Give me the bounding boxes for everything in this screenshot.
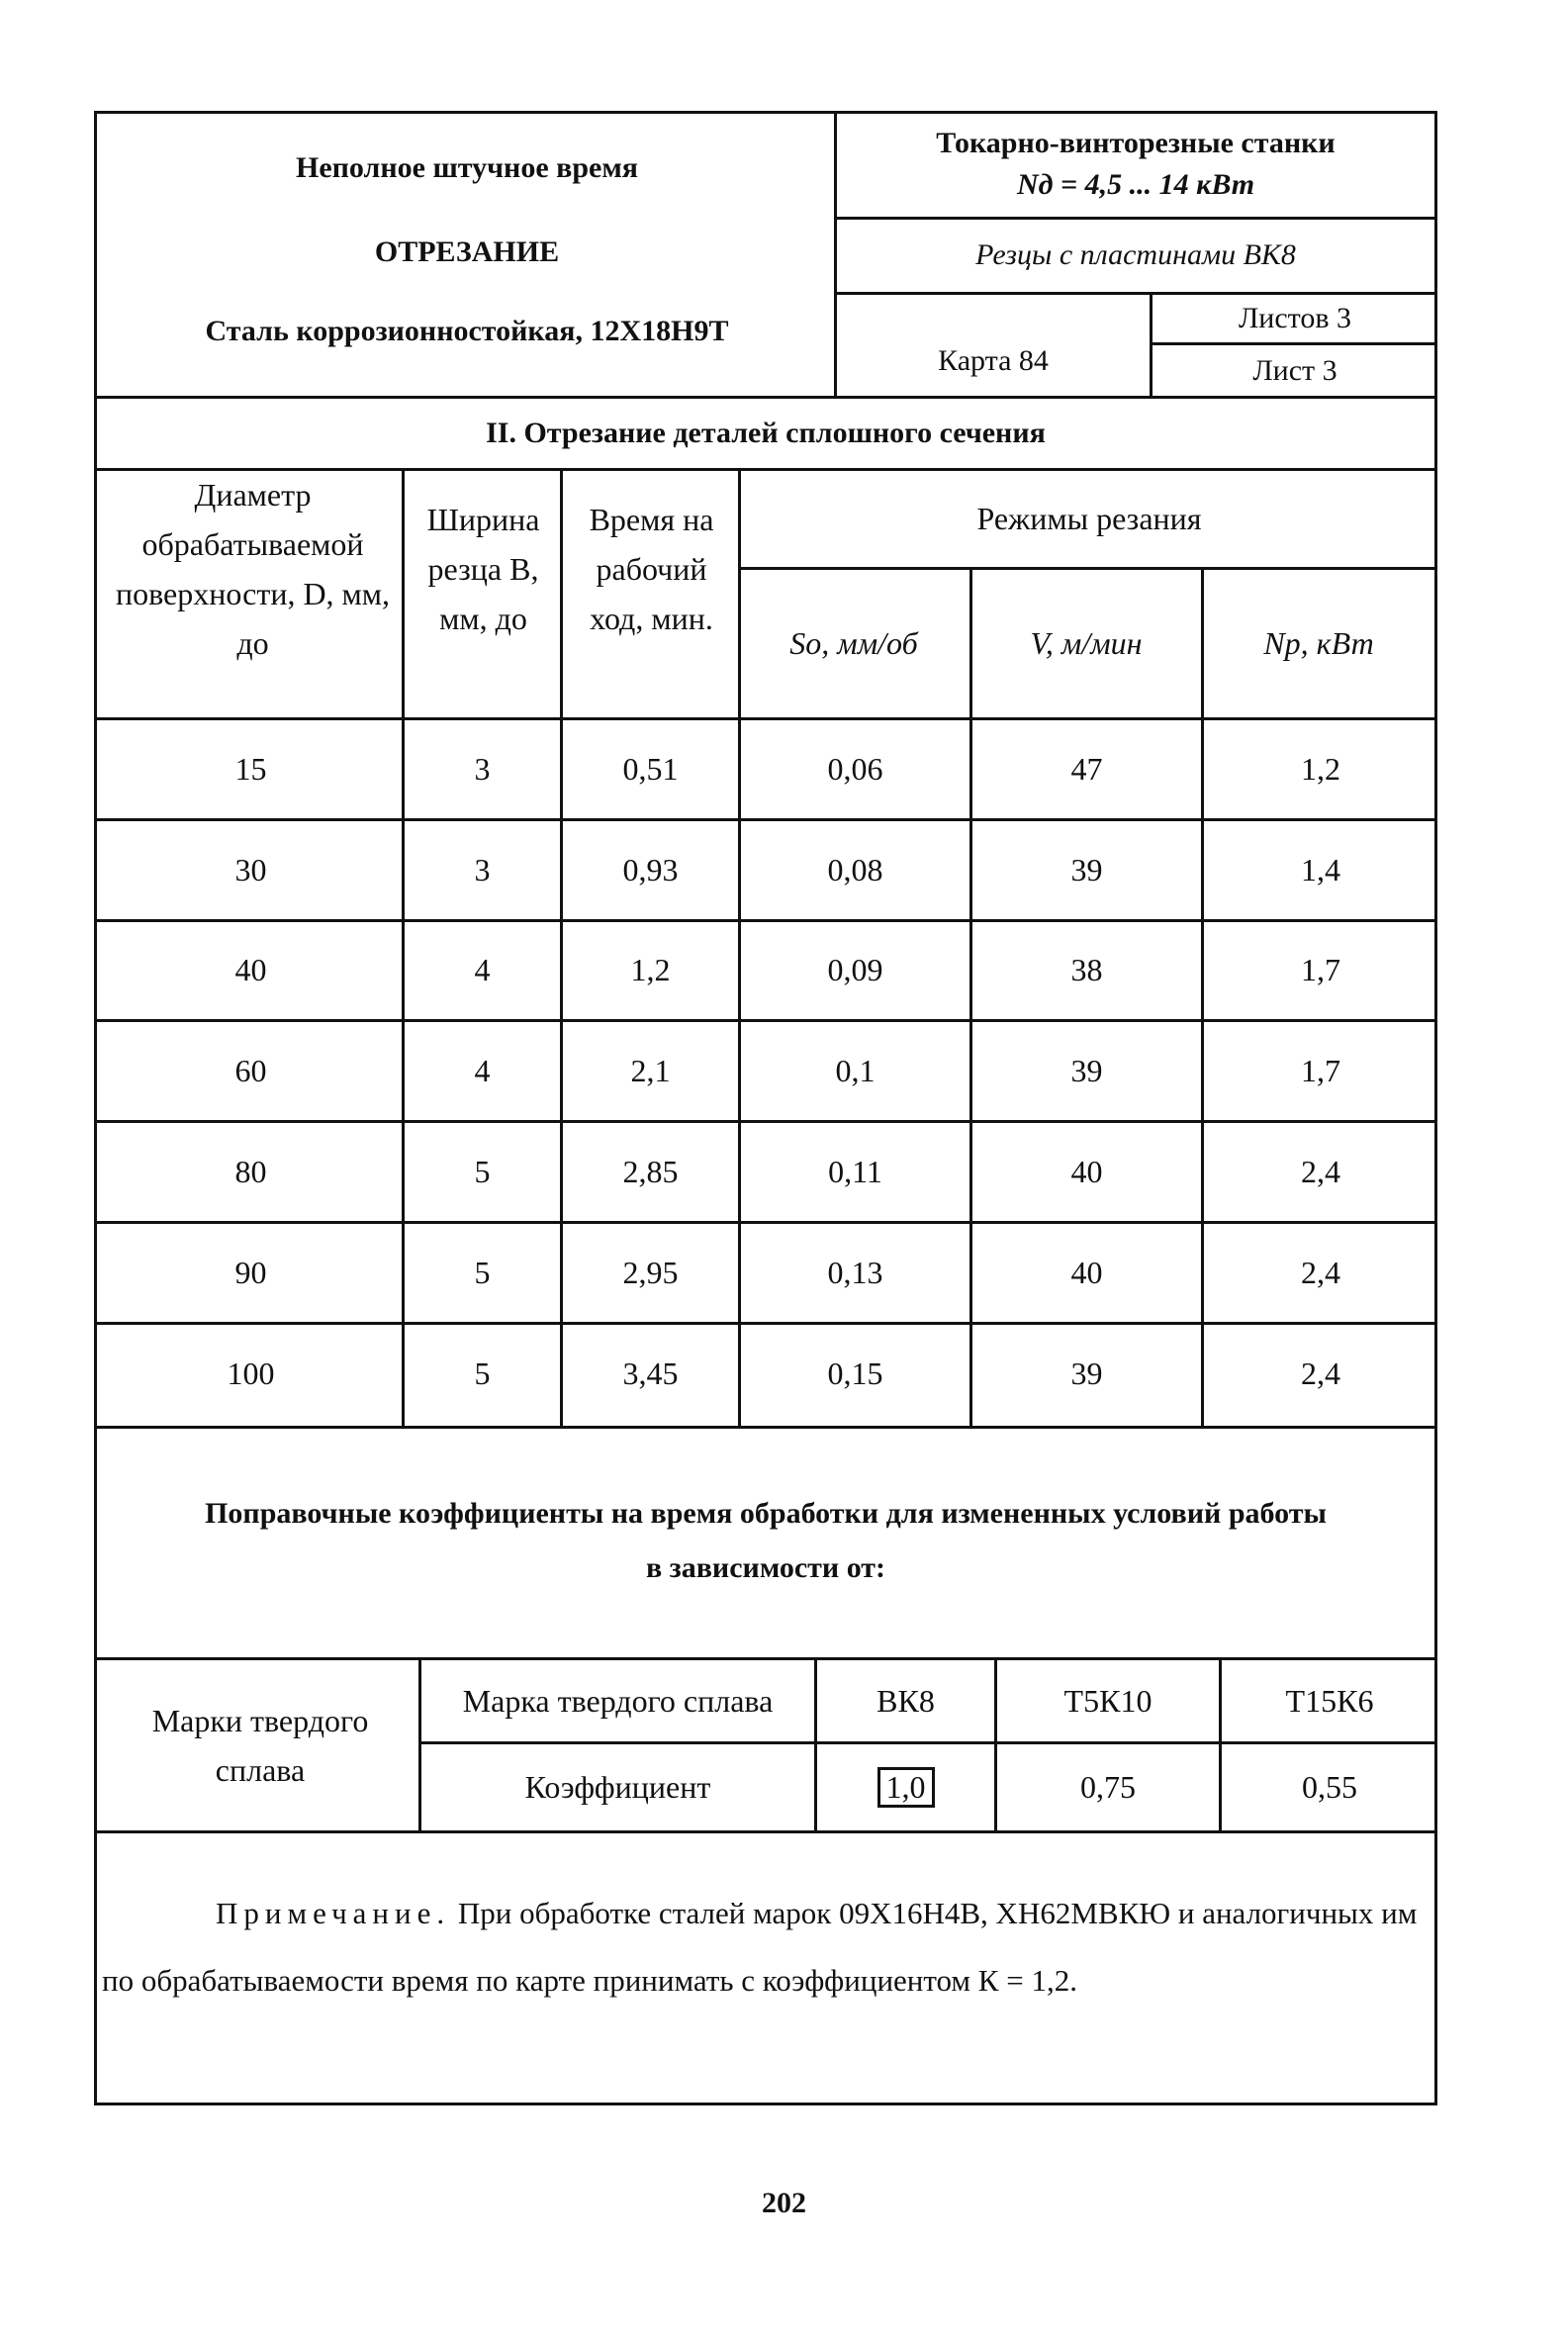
coefficient-row-label: Коэффициент [524,1769,711,1805]
column-header-width: Ширина резца B, мм, до [426,502,540,636]
cell-speed: 38 [1070,952,1103,988]
cell-width: 4 [474,952,491,988]
row-divider [97,1019,1437,1022]
grade-t15k6: Т15К6 [1285,1682,1374,1719]
cell-speed: 39 [1070,851,1103,888]
cell-width: 5 [474,1355,491,1391]
cell-speed: 47 [1070,750,1103,787]
cell-time: 3,45 [622,1355,679,1391]
group-header-modes: Режимы резания [976,501,1202,536]
note-prefix: Примечание. [216,1896,451,1930]
coefficient-vk8 [817,1744,994,1830]
cell-diameter: 80 [234,1154,267,1190]
column-header-speed: V, м/мин [1030,625,1143,661]
grade-vk8: ВК8 [876,1682,935,1719]
tool-type: Резцы с пластинами ВК8 [975,238,1296,271]
cell-width: 3 [474,851,491,888]
cell-speed: 40 [1070,1154,1103,1190]
cell-time: 1,2 [630,952,671,988]
cell-time: 0,93 [622,851,679,888]
cell-width: 4 [474,1053,491,1089]
column-header-feed: So, мм/об [789,625,918,661]
card-number: Карта 84 [938,344,1049,377]
column-header-power: Nр, кВт [1263,625,1374,661]
cell-power: 1,4 [1301,851,1340,888]
cell-width: 3 [474,750,491,787]
coefficient-t5k10: 0,75 [1080,1769,1136,1805]
column-header-diameter: Диаметр обрабатываемой поверхности, D, мм, до [115,477,391,661]
sheets-total: Листов 3 [1238,302,1352,334]
operation-name: ОТРЕЗАНИЕ [374,235,560,268]
cell-feed: 0,15 [827,1355,883,1391]
note [102,1880,1432,2014]
cell-width: 5 [474,1254,491,1290]
cell-time: 2,95 [622,1254,679,1290]
page-number: 202 [762,2187,806,2219]
row-divider [97,818,1437,821]
coefficient-vk8-value: 1,0 [877,1767,935,1808]
row-divider [97,1221,1437,1224]
cell-feed: 0,06 [827,750,883,787]
card-frame [94,111,1437,2105]
cell-feed: 0,11 [828,1154,882,1190]
cell-diameter: 100 [227,1355,275,1391]
cell-time: 0,51 [622,750,679,787]
coefficient-t15k6: 0,55 [1302,1769,1357,1805]
corrections-title-line1: Поправочные коэффициенты на время обработки для измененных условий работы [205,1497,1327,1530]
cell-power: 1,7 [1301,952,1340,988]
cell-time: 2,1 [630,1053,671,1089]
cell-time: 2,85 [622,1154,679,1190]
column-header-time: Время на рабочий ход, мин. [589,502,714,636]
cell-diameter: 15 [234,750,267,787]
cell-feed: 0,13 [827,1254,883,1290]
material: Сталь коррозионностойкая, 12Х18Н9Т [205,315,729,347]
cell-feed: 0,1 [835,1053,876,1089]
cell-diameter: 90 [234,1254,267,1290]
grade-t5k10: Т5К10 [1063,1682,1153,1719]
header-title: Неполное штучное время [295,151,639,184]
cell-feed: 0,09 [827,952,883,988]
cell-diameter: 30 [234,851,267,888]
cell-power: 2,4 [1301,1355,1340,1391]
section-title: II. Отрезание деталей сплошного сечения [486,417,1046,449]
corrections-label: Марки твердого сплава [151,1703,369,1788]
cell-diameter: 60 [234,1053,267,1089]
cell-power: 1,7 [1301,1053,1340,1089]
cell-power: 2,4 [1301,1254,1340,1290]
cell-feed: 0,08 [827,851,883,888]
machine-power: Nд = 4,5 ... 14 кВт [1016,168,1255,201]
cell-width: 5 [474,1154,491,1190]
cell-speed: 39 [1070,1355,1103,1391]
cell-speed: 39 [1070,1053,1103,1089]
note-text: При обработке сталей марок 09Х16Н4В, ХН62МВКЮ и аналогичных им по обрабатываемости время по карте принимать с коэффициентом К = 1,2. [102,1896,1418,1998]
corrections-title-line2: в зависимости от: [645,1551,886,1584]
sheet-number: Лист 3 [1252,353,1337,387]
grade-row-label: Марка твердого сплава [462,1682,774,1719]
row-divider [97,919,1437,922]
machine-title: Токарно-винторезные станки [936,127,1336,159]
cell-power: 2,4 [1301,1154,1340,1190]
row-divider [97,1120,1437,1123]
row-divider [97,1322,1437,1325]
cell-diameter: 40 [234,952,267,988]
cell-power: 1,2 [1301,750,1340,787]
cell-speed: 40 [1070,1254,1103,1290]
